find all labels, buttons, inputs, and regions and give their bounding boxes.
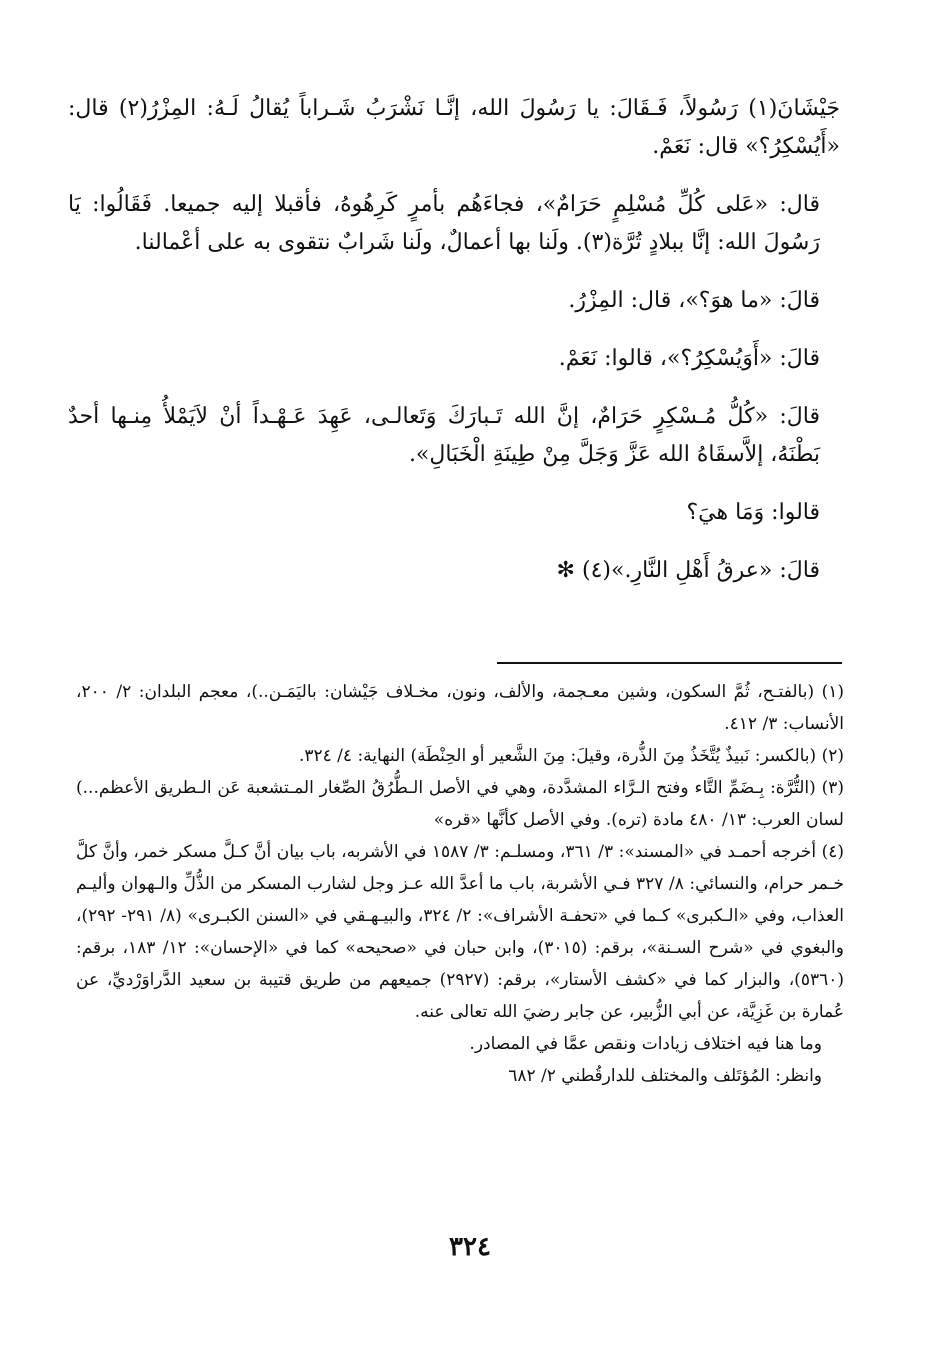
- footnote-4-remark: وما هنا فيه اختلاف زيادات ونقص عمَّا في المصادر.: [469, 1034, 822, 1054]
- footnote-3: (٣) (التُّرَّة: بِـضَمِّ التَّاء وفتح الـرَّاء المشدَّدة، وهي في الأصل الـطُّرُقُ الصِّغار المـتشعبة عَن الـطريق الأعظم...) لسان العرب: ١٣/ ٤٨٠ مادة (تره). وفي الأصل كأنَّها «قره»: [76, 778, 844, 830]
- star-ornament-icon: ✻: [556, 558, 575, 583]
- paragraph-6: قالوا: وَمَا هيَ؟: [686, 500, 820, 525]
- paragraph-3: قالَ: «ما هوَ؟»، قال: المِزْرُ.: [568, 288, 820, 313]
- footnote-4: (٤) أخرجه أحمـد في «المسند»: ٣/ ٣٦١، ومسلـم: ٣/ ١٥٨٧ في الأشربه، باب بيان أنَّ كـلَّ مسكر خمر، وأنَّ كلَّ خـمر حرام، والنسائي: ٨/ ٣٢٧ فـي الأشربة، باب ما أعدَّ الله عـز وجل لشارب المسكر من الذُّلِّ والـهوان وأليـم العذاب، وفي «الـكبرى» كـما في «تحفـة الأشراف»: ٢/ ٣٢٤، والبيـهـقي في «السنن الكبـرى» (٨/ ٢٩١- ٢٩٢)، والبغوي في «شرح السـنة»، برقم: (٣٠١٥)، وابن حبان في «صحيحه» كما في «الإحسان»: ١٢/ ١٨٣، برقم: (٥٣٦٠)، والبزار كما في «كشف الأستار»، برقم: (٢٩٢٧) جميعهم من طريق قتيبة بن سعيد الدَّراوَرْديِّ، عن عُمارة بن غَزِيَّة، عن أبي الزُّبير، عن جابر رضيَ الله تعالى عنه.: [76, 842, 844, 1022]
- footnotes: [76, 676, 844, 1092]
- footnote-4-reference: وانظر: المُؤتَلف والمختلف للدارقُطني ٢/ ٦٨٢: [508, 1066, 822, 1086]
- paragraph-7: [68, 552, 840, 590]
- page-number: ٣٢٤: [449, 1232, 491, 1262]
- paragraph-4: قالَ: «أَوَيُسْكِرُ؟»، قالوا: نَعَمْ.: [558, 346, 820, 371]
- paragraph-7-text: قالَ: «عرقُ أَهْلِ النَّارِ.»(٤): [581, 558, 820, 583]
- footnote-1: (١) (بالفتـح، ثُمَّ السكون، وشين معـجمة، والألف، ونون، مخـلاف جَيْشان: باليَمَـن..)، معجم البلدان: ٢/ ٢٠٠، الأنساب: ٣/ ٤١٢.: [76, 682, 844, 734]
- footnote-separator: [497, 662, 842, 664]
- paragraph-2: قال: «عَلى كُلِّ مُسْلِمٍ حَرَامٌ»، فجاءَهُم بأمرٍ كَرِهُوهُ، فأقبلا إليه جميعا. فَقَالُوا: يَا رَسُولَ الله: إنَّا ببلادٍ تُرَّة(٣). ولَنا بها أعمالٌ، ولَنا شَرابٌ نتقوى به على أعْمالنا.: [68, 192, 820, 255]
- main-text: [68, 90, 840, 610]
- paragraph-5: قالَ: «كُلُّ مُـسْكِرٍ حَرَامٌ، إنَّ الله تَـبارَكَ وَتَعالـى، عَهِدَ عَـهْـداً أنْ لاَيَمْلأُ مِنـها أحدٌ بَطْنَهُ، إلاَّسقَاهُ الله عَزَّ وَجَلَّ مِنْ طِينَةِ الْخَبَالِ».: [68, 404, 820, 467]
- footnote-2: (٢) (بالكسر: نَبيذٌ يُتَّخَذُ مِنَ الذُّرة، وقيلَ: مِنَ الشَّعير أو الحِنْطَة) النهاية: ٤/ ٣٢٤.: [298, 746, 844, 766]
- paragraph-1: جَيْشَانَ(١) رَسُولاً، فَـقَالَ: يا رَسُولَ الله، إنَّـا نَشْرَبُ شَـراباً يُقالُ لَـهُ: المِزْرُ(٢) قال: «أَيُسْكِرُ؟» قال: نَعَمْ.: [68, 96, 841, 159]
